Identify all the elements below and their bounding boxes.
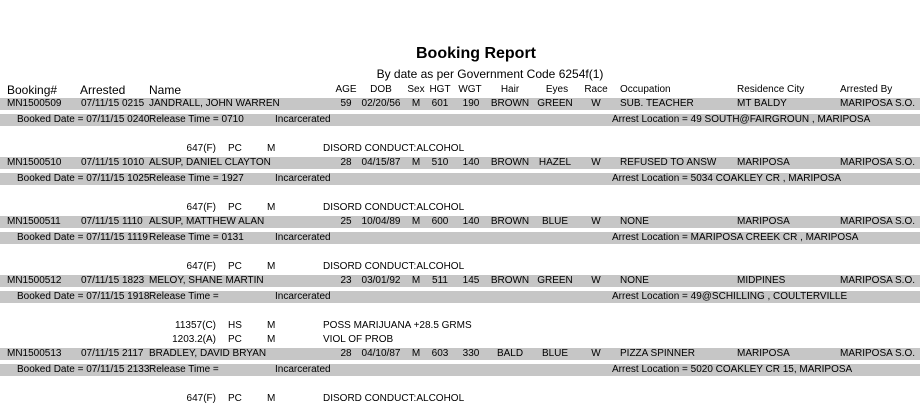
eyes: BLUE — [541, 348, 569, 359]
age: 25 — [340, 216, 352, 227]
custody-status: Incarcerated — [275, 364, 331, 375]
charge-description: DISORD CONDUCT:ALCOHOL — [323, 261, 465, 272]
height: 601 — [431, 98, 449, 109]
header-sex: Sex — [407, 84, 425, 95]
residence-city: MARIPOSA — [737, 216, 790, 227]
booked-date: Booked Date = 07/11/15 0240 — [17, 114, 150, 125]
occupation: REFUSED TO ANSW — [620, 157, 717, 168]
arrested-by: MARIPOSA S.O. — [840, 275, 916, 286]
race: W — [591, 157, 601, 168]
header-dob: DOB — [370, 84, 392, 95]
residence-city: MIDPINES — [737, 275, 786, 286]
dob: 02/20/56 — [361, 98, 401, 109]
dob: 03/01/92 — [361, 275, 401, 286]
arrest-location: Arrest Location = MARIPOSA CREEK CR , MARIPOSA — [612, 232, 859, 243]
header-booking: Booking# — [7, 83, 58, 97]
dob: 10/04/89 — [361, 216, 401, 227]
charge-code: 11357(C) — [175, 320, 216, 331]
height: 603 — [431, 348, 449, 359]
custody-status: Incarcerated — [275, 291, 331, 302]
dob: 04/15/87 — [361, 157, 401, 168]
residence-city: MARIPOSA — [737, 157, 790, 168]
charge-level: M — [267, 334, 276, 345]
arrestee-name: MELOY, SHANE MARTIN — [149, 275, 264, 286]
booked-date: Booked Date = 07/11/15 1119 — [17, 232, 148, 243]
charge-level: M — [267, 320, 276, 331]
age: 23 — [340, 275, 352, 286]
charge-code: 647(F) — [186, 143, 216, 154]
custody-status: Incarcerated — [275, 173, 331, 184]
sex: M — [411, 157, 421, 168]
arrested-by: MARIPOSA S.O. — [840, 157, 916, 168]
charge-description: DISORD CONDUCT:ALCOHOL — [323, 393, 465, 404]
arrested-datetime: 07/11/15 1823 — [81, 275, 145, 286]
arrested-by: MARIPOSA S.O. — [840, 98, 916, 109]
sex: M — [411, 98, 421, 109]
age: 59 — [340, 98, 352, 109]
charge-type: PC — [228, 393, 242, 404]
race: W — [591, 98, 601, 109]
eyes: GREEN — [537, 275, 573, 286]
header-wgt: WGT — [458, 84, 482, 95]
arrested-datetime: 07/11/15 1110 — [81, 216, 143, 227]
arrest-location: Arrest Location = 5034 COAKLEY CR , MARIPOSA — [612, 173, 842, 184]
booking-number: MN1500509 — [7, 98, 62, 109]
report-subtitle: By date as per Government Code 6254f(1) — [376, 67, 604, 81]
residence-city: MT BALDY — [737, 98, 787, 109]
release-time: Release Time = 1927 — [149, 173, 244, 184]
height: 511 — [432, 275, 448, 286]
race: W — [591, 348, 601, 359]
charge-description: POSS MARIJUANA +28.5 GRMS — [323, 320, 472, 331]
weight: 140 — [462, 157, 480, 168]
charge-code: 647(F) — [186, 202, 216, 213]
header-arrested-by: Arrested By — [840, 84, 893, 95]
age: 28 — [340, 348, 352, 359]
booking-number: MN1500511 — [7, 216, 61, 227]
occupation: NONE — [620, 275, 649, 286]
booked-date: Booked Date = 07/11/15 1025 — [17, 173, 150, 184]
weight: 140 — [462, 216, 480, 227]
arrestee-name: BRADLEY, DAVID BRYAN — [149, 348, 267, 359]
report-title: Booking Report — [416, 45, 536, 62]
charge-code: 1203.2(A) — [172, 334, 216, 345]
weight: 190 — [462, 98, 480, 109]
arrest-location: Arrest Location = 49@SCHILLING , COULTERVILLE — [612, 291, 848, 302]
header-hair: Hair — [500, 84, 520, 95]
arrested-datetime: 07/11/15 2117 — [81, 348, 144, 359]
occupation: NONE — [620, 216, 649, 227]
charge-type: PC — [228, 334, 242, 345]
hair: BROWN — [490, 275, 530, 286]
arrestee-name: ALSUP, DANIEL CLAYTON — [149, 157, 271, 168]
hair: BROWN — [490, 98, 530, 109]
header-name: Name — [149, 83, 182, 97]
booking-number: MN1500513 — [7, 348, 62, 359]
release-time: Release Time = 0131 — [149, 232, 244, 243]
sex: M — [411, 275, 421, 286]
release-time: Release Time = — [149, 291, 219, 302]
dob: 04/10/87 — [361, 348, 401, 359]
charge-code: 647(F) — [186, 261, 216, 272]
race: W — [591, 275, 601, 286]
header-occupation: Occupation — [620, 84, 671, 95]
booking-number: MN1500512 — [7, 275, 62, 286]
charge-code: 647(F) — [186, 393, 216, 404]
booking-number: MN1500510 — [7, 157, 62, 168]
charge-description: DISORD CONDUCT:ALCOHOL — [323, 143, 465, 154]
charge-type: HS — [228, 320, 242, 331]
hair: BROWN — [490, 216, 530, 227]
header-residence-city: Residence City — [737, 84, 805, 95]
charge-description: DISORD CONDUCT:ALCOHOL — [323, 202, 465, 213]
header-hgt: HGT — [429, 84, 451, 95]
weight: 145 — [462, 275, 480, 286]
eyes: HAZEL — [538, 157, 572, 168]
occupation: PIZZA SPINNER — [620, 348, 696, 359]
custody-status: Incarcerated — [275, 232, 331, 243]
arrested-datetime: 07/11/15 0215 — [81, 98, 145, 109]
custody-status: Incarcerated — [275, 114, 331, 125]
arrestee-name: JANDRALL, JOHN WARREN — [149, 98, 280, 109]
arrested-by: MARIPOSA S.O. — [840, 348, 916, 359]
charge-type: PC — [228, 261, 242, 272]
sex: M — [411, 216, 421, 227]
charge-level: M — [267, 202, 276, 213]
charge-description: VIOL OF PROB — [323, 334, 394, 345]
header-arrested: Arrested — [80, 83, 126, 97]
release-time: Release Time = — [149, 364, 219, 375]
charge-level: M — [267, 261, 276, 272]
hair: BROWN — [490, 157, 530, 168]
occupation: SUB. TEACHER — [620, 98, 694, 109]
eyes: GREEN — [537, 98, 573, 109]
release-time: Release Time = 0710 — [149, 114, 244, 125]
arrested-datetime: 07/11/15 1010 — [81, 157, 145, 168]
arrest-location: Arrest Location = 5020 COAKLEY CR 15, MARIPOSA — [612, 364, 853, 375]
eyes: BLUE — [541, 216, 569, 227]
arrested-by: MARIPOSA S.O. — [840, 216, 916, 227]
sex: M — [411, 348, 421, 359]
charge-type: PC — [228, 143, 242, 154]
charge-level: M — [267, 143, 276, 154]
height: 600 — [431, 216, 449, 227]
charge-level: M — [267, 393, 276, 404]
booked-date: Booked Date = 07/11/15 1918 — [17, 291, 150, 302]
arrestee-name: ALSUP, MATTHEW ALAN — [149, 216, 265, 227]
charge-type: PC — [228, 202, 242, 213]
header-age: AGE — [335, 84, 357, 95]
header-race: Race — [584, 84, 608, 95]
header-eyes: Eyes — [545, 84, 569, 95]
height: 510 — [431, 157, 449, 168]
hair: BALD — [496, 348, 524, 359]
weight: 330 — [462, 348, 480, 359]
age: 28 — [340, 157, 352, 168]
booked-date: Booked Date = 07/11/15 2133 — [17, 364, 150, 375]
arrest-location: Arrest Location = 49 SOUTH@FAIRGROUN , MARIPOSA — [612, 114, 871, 125]
race: W — [591, 216, 601, 227]
residence-city: MARIPOSA — [737, 348, 790, 359]
